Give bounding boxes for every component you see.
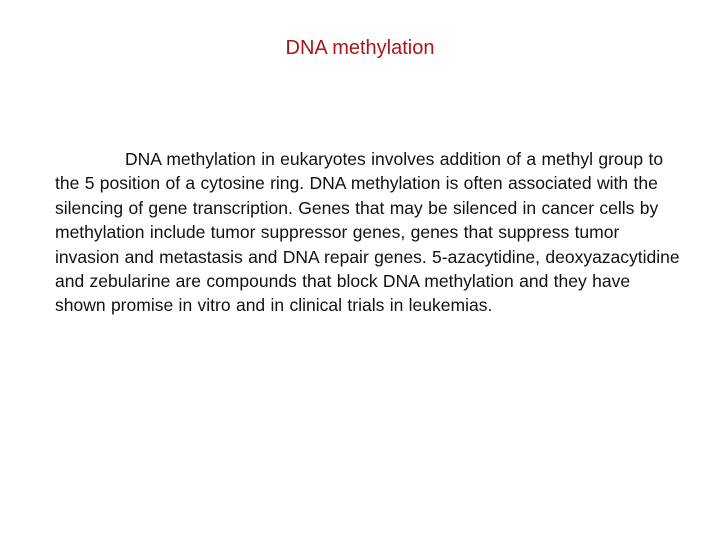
slide-title: DNA methylation xyxy=(285,37,435,59)
slide-body-paragraph: DNA methylation in eukaryotes involves addition of a methyl group to the 5 position of a cytosine ring. DNA methylation is often associated with the silencing of gene transcription. Genes that may be silenced in cancer cells by methylation include tumor suppressor genes, genes that suppress tumor invasion and metastasis and DNA repair genes. 5-azacytidine, deoxyazacytidine and zebularine are compounds that block DNA methylation and they have shown promise in vitro and in clinical trials in leukemias. xyxy=(55,149,680,316)
